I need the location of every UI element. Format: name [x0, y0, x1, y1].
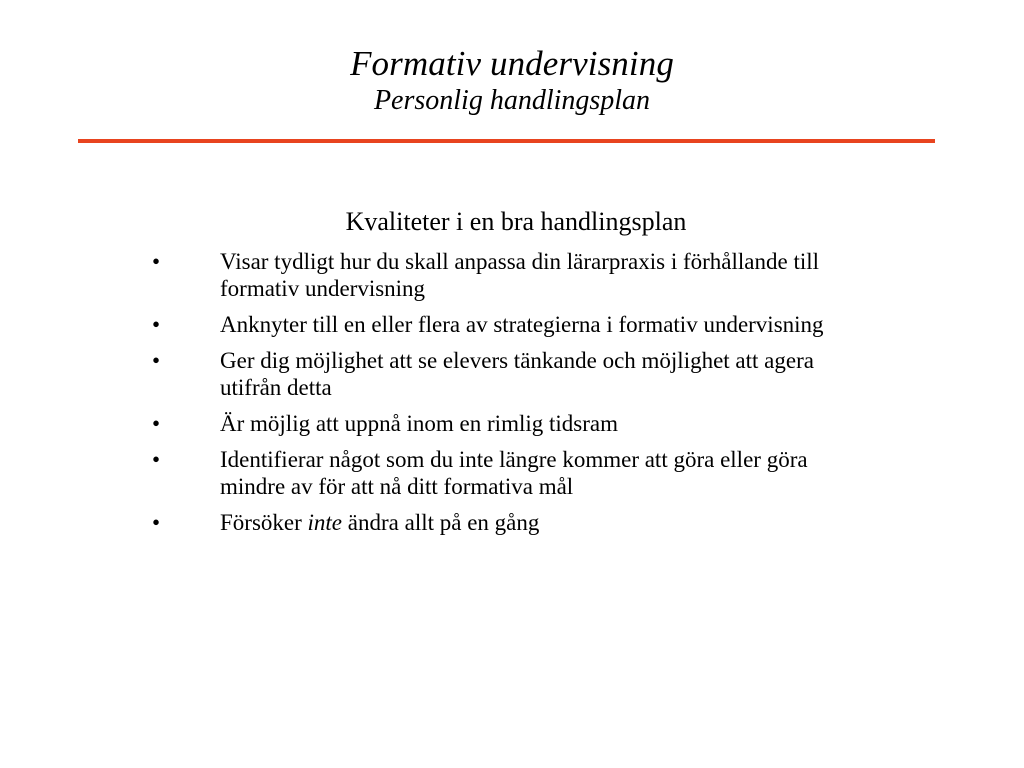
bullet-icon: • [152, 510, 161, 535]
list-item [0, 311, 1024, 338]
list-item [0, 509, 1024, 536]
list-item-text: Försöker inte ändra allt på en gång [220, 510, 540, 535]
page-subtitle: Personlig handlingsplan [373, 85, 651, 116]
list-item-text: Visar tydligt hur du skall anpassa din lärarpraxis i förhållande till formativ undervisning [220, 249, 820, 301]
list-item [0, 248, 1024, 302]
bullet-icon: • [152, 348, 161, 373]
slide-title-block [0, 44, 1024, 118]
list-item [0, 347, 1024, 401]
list-item-text: Anknyter till en eller flera av strategierna i formativ undervisning [220, 312, 824, 337]
list-item-text: Är möjlig att uppnå inom en rimlig tidsram [220, 411, 618, 436]
bullet-icon: • [152, 249, 161, 274]
list-item-text: Ger dig möjlighet att se elevers tänkande och möjlighet att agera utifrån detta [220, 348, 814, 400]
bullet-icon: • [152, 411, 161, 436]
bullet-icon: • [152, 312, 161, 337]
title-divider-rule [78, 139, 935, 143]
list-item [0, 410, 1024, 437]
list-item-text: Identifierar något som du inte längre kommer att göra eller göra mindre av för att nå ditt formativa mål [220, 447, 808, 499]
bullet-icon: • [152, 447, 161, 472]
page-title: Formativ undervisning [350, 44, 674, 83]
bullet-list [0, 248, 1024, 536]
slide-body [0, 206, 1024, 536]
list-item [0, 446, 1024, 500]
section-heading: Kvaliteter i en bra handlingsplan [345, 207, 687, 236]
